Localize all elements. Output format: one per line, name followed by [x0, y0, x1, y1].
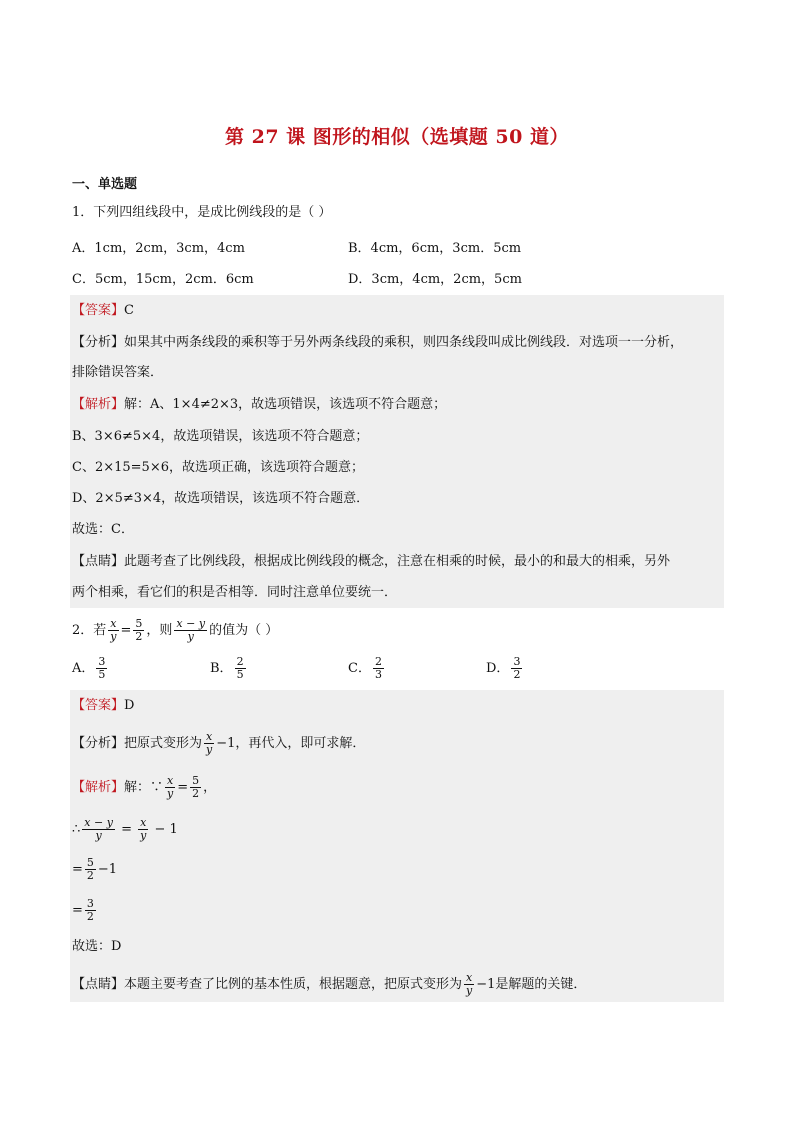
- comment-text: 本题主要考查了比例的基本性质，根据题意，把原式变形为: [124, 977, 463, 992]
- analysis-tag: 【分析】: [72, 335, 125, 350]
- comment-text: 此题考查了比例线段，根据成比例线段的概念，注意在相乘的时候，最小的和最大的相乘，另外: [124, 554, 671, 569]
- equals-sign: =: [177, 780, 189, 795]
- q1-comment-cont: 两个相乘，看它们的积是否相等．同时注意单位要统一．: [72, 585, 398, 600]
- option-b-fraction: $\frac{2}{5}$: [236, 655, 244, 681]
- answer-tag: 【答案】: [72, 698, 125, 713]
- analysis-text: 如果其中两条线段的乘积等于另外两条线段的乘积，则四条线段叫成比例线段．对选项一一分析，: [124, 335, 684, 350]
- minus-one: −1: [97, 862, 118, 877]
- q1-solution: [72, 396, 446, 414]
- q1-analysis-cont: 排除错误答案．: [72, 365, 164, 380]
- equals-sign: =: [72, 903, 83, 918]
- fraction-x-over-y: $\frac{x}{y}$: [140, 816, 147, 842]
- q2-option-b: B． $\frac{2}{5}$: [210, 655, 244, 681]
- equals-sign: =: [121, 822, 132, 837]
- fraction-5-over-2: $\frac{5}{2}$: [135, 617, 143, 643]
- page-title: 第 27 课 图形的相似（选填题 50 道）: [225, 126, 569, 148]
- comment-tag: 【点睛】: [72, 977, 125, 992]
- solution-text: 解：∵: [124, 780, 164, 795]
- minus-one: − 1: [154, 822, 178, 837]
- answer-value: C: [124, 303, 134, 318]
- q1-solution-c: C、2×15=5×6，故选项正确，该选项符合题意；: [72, 460, 364, 475]
- comma: ，: [203, 780, 217, 795]
- q2-stem-prefix: 2．若: [72, 623, 107, 638]
- q1-option-b: B．4cm，6cm，3cm．5cm: [348, 241, 522, 256]
- fraction-xmy-over-y: $\frac{x - y}{y}$: [176, 617, 206, 643]
- q2-option-a: A． $\frac{3}{5}$: [72, 655, 106, 681]
- q2-stem-suffix: 的值为（ ）: [209, 623, 279, 638]
- analysis-tag: 【分析】: [72, 736, 125, 751]
- q2-option-c: C． $\frac{2}{3}$: [348, 655, 382, 681]
- q1-option-d: D．3cm，4cm，2cm，5cm: [348, 272, 522, 287]
- comment-tag: 【点睛】: [72, 554, 125, 569]
- fraction-5-over-2: $\frac{5}{2}$: [192, 774, 200, 800]
- q2-step-2: [72, 857, 117, 882]
- fraction-x-over-y: $\frac{x}{y}$: [167, 774, 174, 800]
- minus-one: −1: [476, 977, 496, 992]
- q1-choose: 故选：C．: [72, 522, 134, 537]
- equals-sign: =: [120, 623, 132, 638]
- minus-one: −1: [216, 736, 236, 751]
- q2-choose: 故选：D: [72, 939, 122, 954]
- q2-step-3: [72, 898, 98, 923]
- fraction-x-over-y: $\frac{x}{y}$: [206, 730, 213, 756]
- option-d-fraction: $\frac{3}{2}$: [513, 655, 521, 681]
- q2-comment: [72, 972, 586, 997]
- q1-analysis: [72, 334, 683, 352]
- q2-stem: [72, 618, 278, 643]
- option-c-fraction: $\frac{2}{3}$: [374, 655, 382, 681]
- q1-option-c: C．5cm，15cm，2cm．6cm: [72, 272, 254, 287]
- q2-stem-mid: ，则: [146, 623, 173, 638]
- q2-answer: [72, 697, 134, 715]
- q1-option-a: A．1cm，2cm，3cm，4cm: [72, 241, 245, 256]
- q2-option-d: D． $\frac{3}{2}$: [486, 655, 521, 681]
- answer-tag: 【答案】: [72, 303, 125, 318]
- section-heading: 一、单选题: [72, 177, 138, 192]
- q2-analysis: [72, 731, 365, 756]
- option-a-fraction: $\frac{3}{5}$: [98, 655, 106, 681]
- q2-step-1: [72, 817, 178, 842]
- q1-stem: 1．下列四组线段中，是成比例线段的是（ ）: [72, 205, 332, 220]
- q1-comment: [72, 553, 670, 571]
- solution-tag: 【解析】: [72, 780, 125, 795]
- q1-answer: [72, 302, 134, 320]
- answer-value: D: [124, 698, 135, 713]
- equals-sign: =: [72, 862, 83, 877]
- fraction-x-over-y: $\frac{x}{y}$: [110, 617, 117, 643]
- q1-solution-d: D、2×5≠3×4，故选项错误，该选项不符合题意．: [72, 491, 370, 506]
- fraction-x-over-y: $\frac{x}{y}$: [466, 971, 473, 997]
- analysis-suffix: ，再代入，即可求解．: [235, 736, 366, 751]
- therefore-sign: ∴: [72, 822, 81, 837]
- fraction-5-over-2: $\frac{5}{2}$: [86, 856, 94, 882]
- comment-suffix: 是解题的关键．: [495, 977, 587, 992]
- q2-solution: [72, 775, 216, 800]
- solution-text: 解：A、1×4≠2×3，故选项错误，该选项不符合题意；: [124, 397, 447, 412]
- analysis-text: 把原式变形为: [124, 736, 203, 751]
- solution-tag: 【解析】: [72, 397, 125, 412]
- fraction-3-over-2: $\frac{3}{2}$: [86, 897, 94, 923]
- fraction-xmy-over-y: $\frac{x - y}{y}$: [84, 816, 113, 842]
- q1-solution-b: B、3×6≠5×4，故选项错误，该选项不符合题意；: [72, 429, 369, 444]
